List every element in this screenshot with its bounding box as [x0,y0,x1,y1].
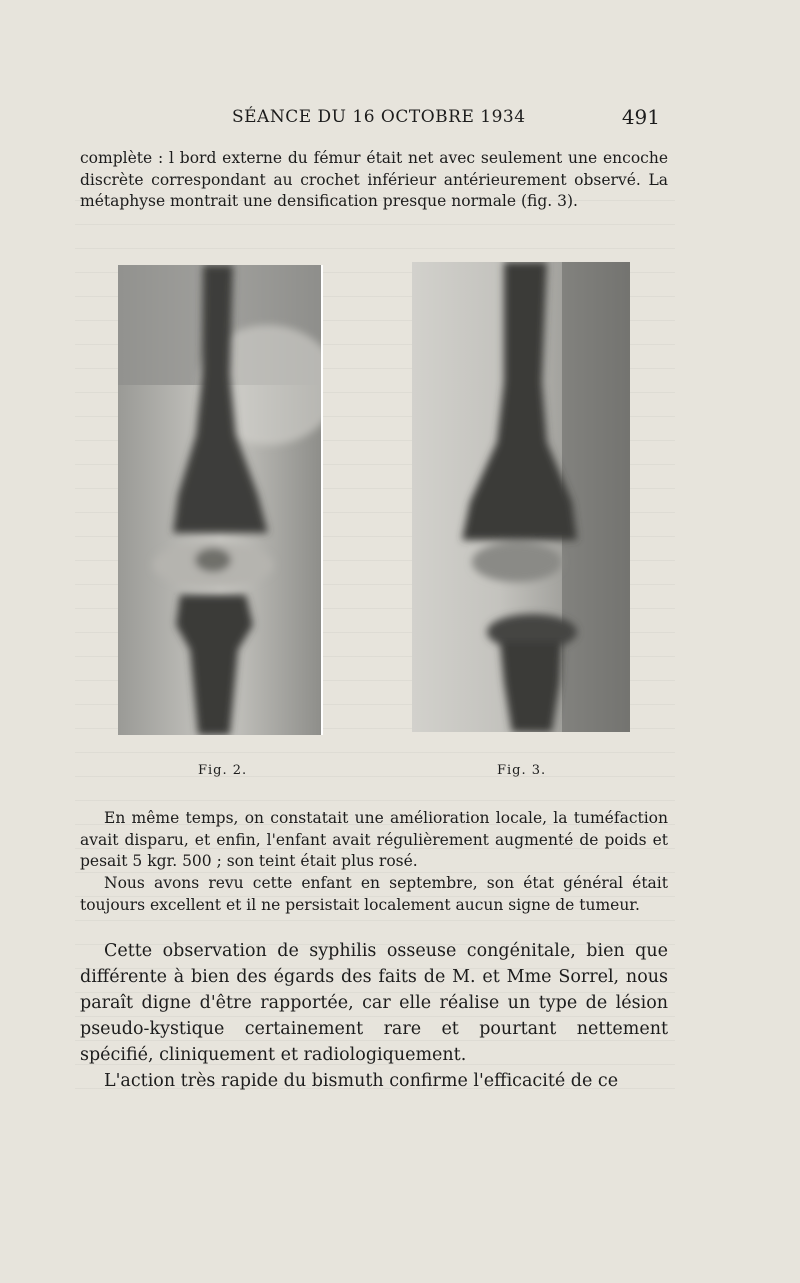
page-number: 491 [621,105,660,129]
knee-radiograph-image [412,262,630,732]
paragraph-3: Nous avons revu cette enfant en septembre, son état général était toujours excellent et il ne persistait localement aucun signe de tumeur. [80,874,668,914]
figure-2-radiograph [118,265,323,735]
paragraph-1: complète : l bord externe du fémur était net avec seulement une encoche discrète correspondant au crochet inférieur antérieurement observé. La métaphyse montrait une densification presque normale (fig. 3). [80,149,668,210]
running-head-title: SÉANCE DU 16 OCTOBRE 1934 [232,107,526,127]
paragraph-5: L'action très rapide du bismuth confirme l'efficacité de ce [104,1071,619,1091]
figure-3-radiograph [412,262,630,732]
knee-radiograph-image [118,265,323,735]
paragraph-4: Cette observation de syphilis osseuse congénitale, bien que différente à bien des égards des faits de M. et Mme Sorrel, nous paraît digne d'être rapportée, car elle réalise un type de lésion pseudo-kystique certainement rare et pourtant nettement spécifié, cliniquement et radiologiquement. [80,941,668,1065]
running-head [80,103,660,133]
figure-3-caption: Fig. 3. [497,763,547,778]
paragraph-2: En même temps, on constatait une amélioration locale, la tuméfaction avait disparu, et enfin, l'enfant avait régulièrement augmenté de poids et pesait 5 kgr. 500 ; son teint était plus rosé. [80,809,668,870]
figure-2-caption: Fig. 2. [198,763,248,778]
